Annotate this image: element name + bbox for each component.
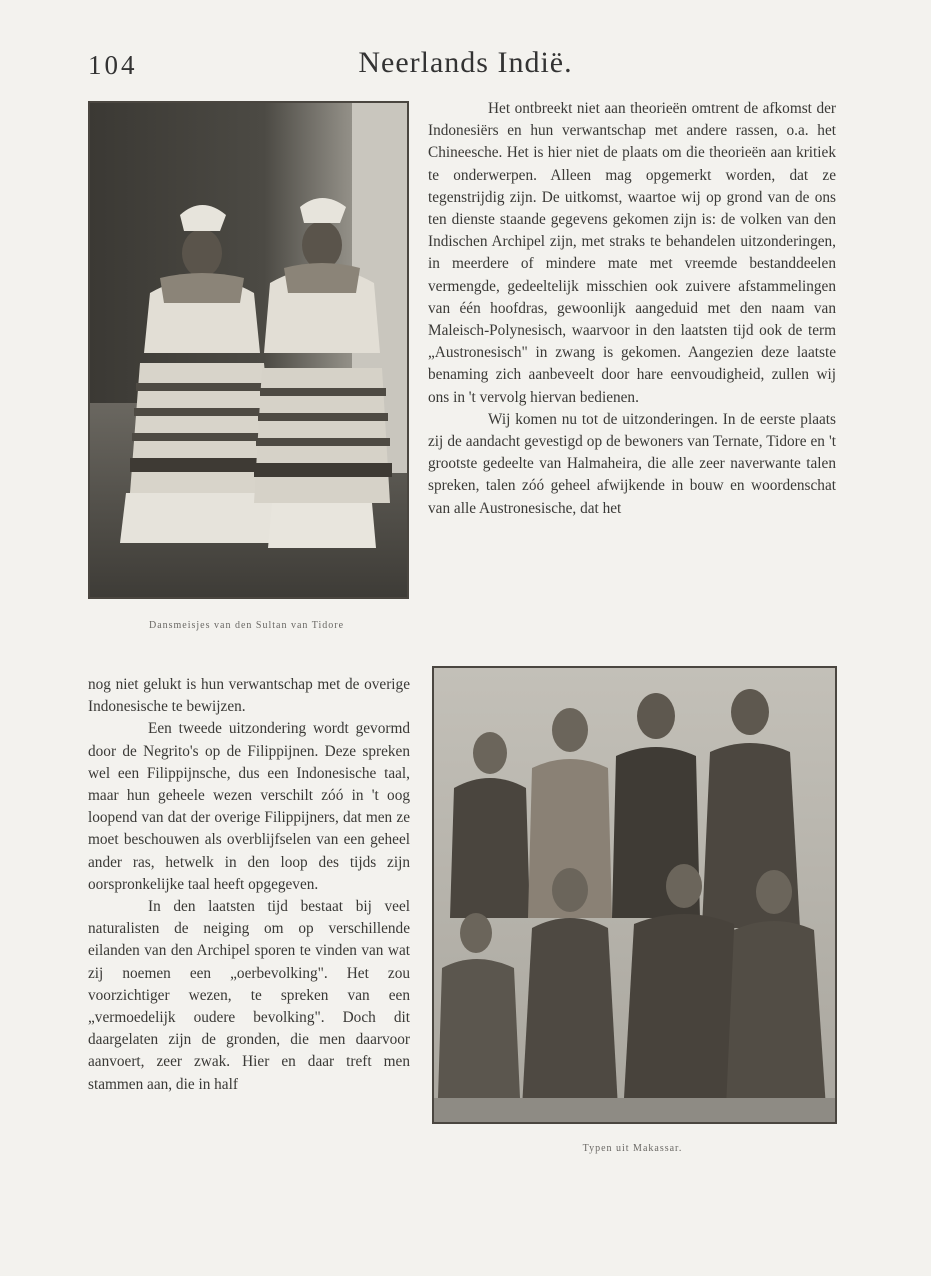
text-column-top-right <box>428 98 836 520</box>
photo-makassar-group <box>432 666 837 1124</box>
photo-dancing-girls-image <box>90 103 407 597</box>
photo-dancing-girls <box>88 101 409 599</box>
paragraph: nog niet gelukt is hun verwantschap met de overige Indonesische te bewijzen. <box>88 676 410 716</box>
paragraph: In den laatsten tijd bestaat bij veel naturalisten de neiging om op verschillende eilanden van den Archipel sporen te vinden van wat zij noemen een „oerbevolking". Het zou voorzichtiger wezen, te spreken van een „vermoedelijk oudere bevolking". Doch dit daargelaten zijn de gronden, die men daarvoor aanvoert, zeer zwak. Hier en daar treft men stammen aan, die in half <box>88 898 410 1093</box>
paragraph: Het ontbreekt niet aan theorieën omtrent de afkomst der Indonesiërs en hun verwantschap met andere rassen, o.a. het Chineesche. Het is hier niet de plaats om die theorieën aan kritiek te onderwerpen. Alleen mag opgemerkt worden, dat ze tegenstrijdig zijn. De uitkomst, waartoe wij op grond van de ons ten dienste staande gegevens gekomen zijn is: de volken van den Indischen Archipel zijn, met straks te behandelen uitzonderingen, in meerdere of mindere mate met vreemde bestanddeelen vermengde, gedeeltelijk misschien ook zuivere afstammelingen van één hoofdras, gewoonlijk aangeduid met den naam van Maleisch-Polynesisch, waarvoor in den laatsten tijd ook de term „Austronesisch" in zwang is gekomen. Aangezien deze laatste benaming zich aanbeveelt door hare eenvoudigheid, zullen wij ons in 't vervolg hiervan bedienen. <box>428 100 836 406</box>
caption-makassar-group: Typen uit Makassar. <box>582 1143 683 1154</box>
paragraph: Wij komen nu tot de uitzonderingen. In de eerste plaats zij de aandacht gevestigd op de bewoners van Ternate, Tidore en 't grootste gedeelte van Halmaheira, die alle zeer naverwante talen spreken, talen zóó geheel afwijkende in bouw en woordenschat van alle Austronesische, dat het <box>428 410 836 517</box>
photo-makassar-group-image <box>434 668 835 1122</box>
running-title: Neerlands Indië. <box>358 46 573 79</box>
page-number: 104 <box>88 50 138 80</box>
paragraph: Een tweede uitzondering wordt gevormd door de Negrito's op de Filippijnen. Deze spreken wel een Filippijnsche, dus een Indonesische taal, maar hun geheele wezen verschilt zóó in 't oog loopend van dat der overige Filippijners, dat men ze moet beschouwen als overblijfselen van een geheel ander ras, hetwelk in den loop des tijds zijn oorspronkelijke taal heeft opgegeven. <box>88 720 410 893</box>
caption-dancing-girls: Dansmeisjes van den Sultan van Tidore <box>148 620 345 631</box>
text-column-bottom-left <box>88 674 410 1096</box>
